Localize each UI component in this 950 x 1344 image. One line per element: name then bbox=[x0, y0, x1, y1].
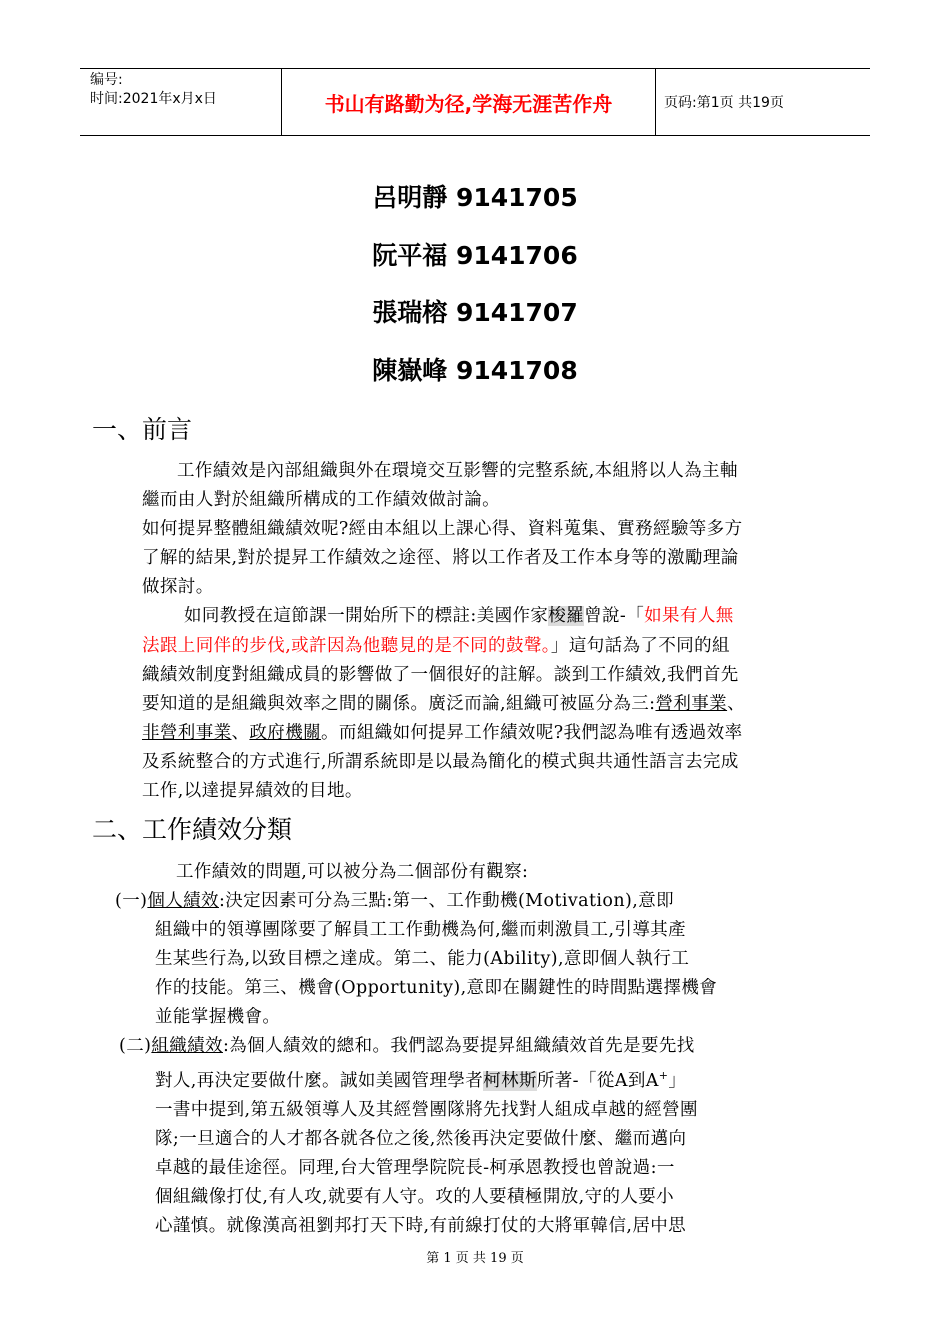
text: 」 bbox=[668, 1070, 687, 1091]
list-line: 組織中的領導團隊要了解員工工作動機為何,繼而刺激員工,引導其產 bbox=[155, 920, 687, 941]
superscript: + bbox=[658, 1069, 669, 1083]
list-line: 作的技能。第三、機會(Opportunity),意即在關鍵性的時間點選擇機會 bbox=[155, 978, 718, 999]
list-line: 並能掌握機會。 bbox=[155, 1007, 281, 1028]
underlined-term: 非營利事業 bbox=[142, 722, 232, 743]
text: 。而組織如何提昇工作績效呢?我們認為唯有透過效率 bbox=[321, 722, 743, 743]
list-line: 一書中提到,第五級領導人及其經營團隊將先找對人組成卓越的經營團 bbox=[155, 1100, 698, 1121]
author-name: 呂明靜 9141705 bbox=[372, 183, 578, 212]
page-footer: 第 1 页 共 19 页 bbox=[426, 1251, 524, 1266]
author-name: 阮平福 9141706 bbox=[372, 240, 578, 270]
paragraph-line: 了解的結果,對於提昇工作績效之途徑、將以工作者及工作本身等的激勵理論 bbox=[142, 548, 739, 569]
section-heading-classification: 二、工作績效分類 bbox=[92, 815, 293, 844]
underlined-term: 組織績效 bbox=[151, 1036, 223, 1056]
text: 對人,再決定要做什麼。誠如美國管理學者 bbox=[155, 1070, 484, 1091]
list-line: 心謹慎。就像漢高祖劉邦打天下時,有前線打仗的大將軍韓信,居中思 bbox=[155, 1216, 687, 1237]
author-name: 陳嶽峰 9141708 bbox=[372, 355, 578, 385]
list-line: 隊;一旦適合的人才都各就各位之後,然後再決定要做什麼、繼而邁向 bbox=[155, 1129, 687, 1150]
list-line bbox=[119, 1061, 859, 1096]
section-heading-intro: 一、前言 bbox=[92, 415, 193, 444]
text: :為個人績效的總和。我們認為要提昇組織績效首先是要先找 bbox=[222, 1036, 695, 1056]
paragraph-line: 如何提昇整體組織績效呢?經由本組以上課心得、資料蒐集、實務經驗等多方 bbox=[142, 519, 743, 540]
author-name: 張瑞榕 9141707 bbox=[372, 298, 578, 327]
highlighted-name: 梭羅 bbox=[548, 606, 585, 627]
list-line: 卓越的最佳途徑。同理,台大管理學院院長-柯承恩教授也曾說過:一 bbox=[155, 1158, 675, 1179]
page-header bbox=[80, 68, 870, 136]
paragraph-line: 工作,以達提昇績效的目地。 bbox=[142, 781, 363, 802]
paragraph-line bbox=[142, 602, 882, 631]
paragraph-line: 織績效制度對組織成員的影響做了一個很好的註解。談到工作績效,我們首先 bbox=[142, 664, 739, 685]
text: :決定因素可分為三點:第一、工作動機(Motivation),意即 bbox=[218, 891, 675, 911]
quote-red: 如果有人無 bbox=[644, 606, 734, 627]
text: 要知道的是組織與效率之間的關係。廣泛而論,組織可被區分為三: bbox=[142, 693, 656, 714]
header-number: 编号: bbox=[90, 72, 123, 88]
paragraph-line: 做探討。 bbox=[142, 577, 214, 598]
header-date: 时间:2021年x月x日 bbox=[90, 91, 217, 107]
paragraph-line: 工作績效是內部組織與外在環境交互影響的完整系統,本組將以人為主軸 bbox=[177, 461, 738, 481]
underlined-term: 營利事業 bbox=[655, 693, 728, 714]
text: 」這句話為了不同的組 bbox=[550, 635, 730, 656]
author-list bbox=[0, 178, 950, 408]
paragraph-line: 及系統整合的方式進行,所謂系統即是以最為簡化的模式與共通性語言去完成 bbox=[142, 751, 739, 772]
quote-red: 法跟上同伴的步伐,或許因為他聽見的是不同的鼓聲。 bbox=[142, 635, 551, 656]
list-item-individual bbox=[115, 887, 855, 1032]
section1-body bbox=[142, 457, 882, 806]
text: 如同教授在這節課一開始所下的標註:美國作家 bbox=[184, 606, 549, 627]
text: 曾說-「 bbox=[584, 606, 645, 627]
underlined-term: 個人績效 bbox=[147, 891, 219, 911]
header-motto: 书山有路勤为径,学海无涯苦作舟 bbox=[282, 69, 656, 135]
text: 、 bbox=[231, 722, 250, 743]
paragraph-line bbox=[142, 632, 882, 661]
text: 、 bbox=[727, 693, 745, 714]
list-line: 個組織像打仗,有人攻,就要有人守。攻的人要積極開放,守的人要小 bbox=[155, 1187, 675, 1208]
list-line: 生某些行為,以致目標之達成。第二、能力(Ability),意即個人執行工 bbox=[155, 949, 690, 970]
highlighted-name: 柯林斯 bbox=[483, 1070, 537, 1091]
paragraph-line bbox=[142, 690, 882, 719]
list-marker: (一) bbox=[115, 891, 148, 911]
section2-intro: 工作績效的問題,可以被分為二個部份有觀察: bbox=[176, 862, 529, 882]
list-item-organizational bbox=[119, 1032, 859, 1241]
paragraph-line: 繼而由人對於組織所構成的工作績效做討論。 bbox=[142, 490, 500, 511]
header-page-code: 页码:第1页 共19页 bbox=[664, 95, 784, 111]
list-line bbox=[119, 1032, 859, 1061]
list-line bbox=[115, 887, 855, 916]
list-marker: (二) bbox=[119, 1036, 152, 1056]
underlined-term: 政府機關 bbox=[249, 722, 322, 743]
header-meta bbox=[80, 69, 282, 135]
text: 所著-「從A到A bbox=[536, 1070, 659, 1091]
paragraph-line bbox=[142, 719, 882, 748]
